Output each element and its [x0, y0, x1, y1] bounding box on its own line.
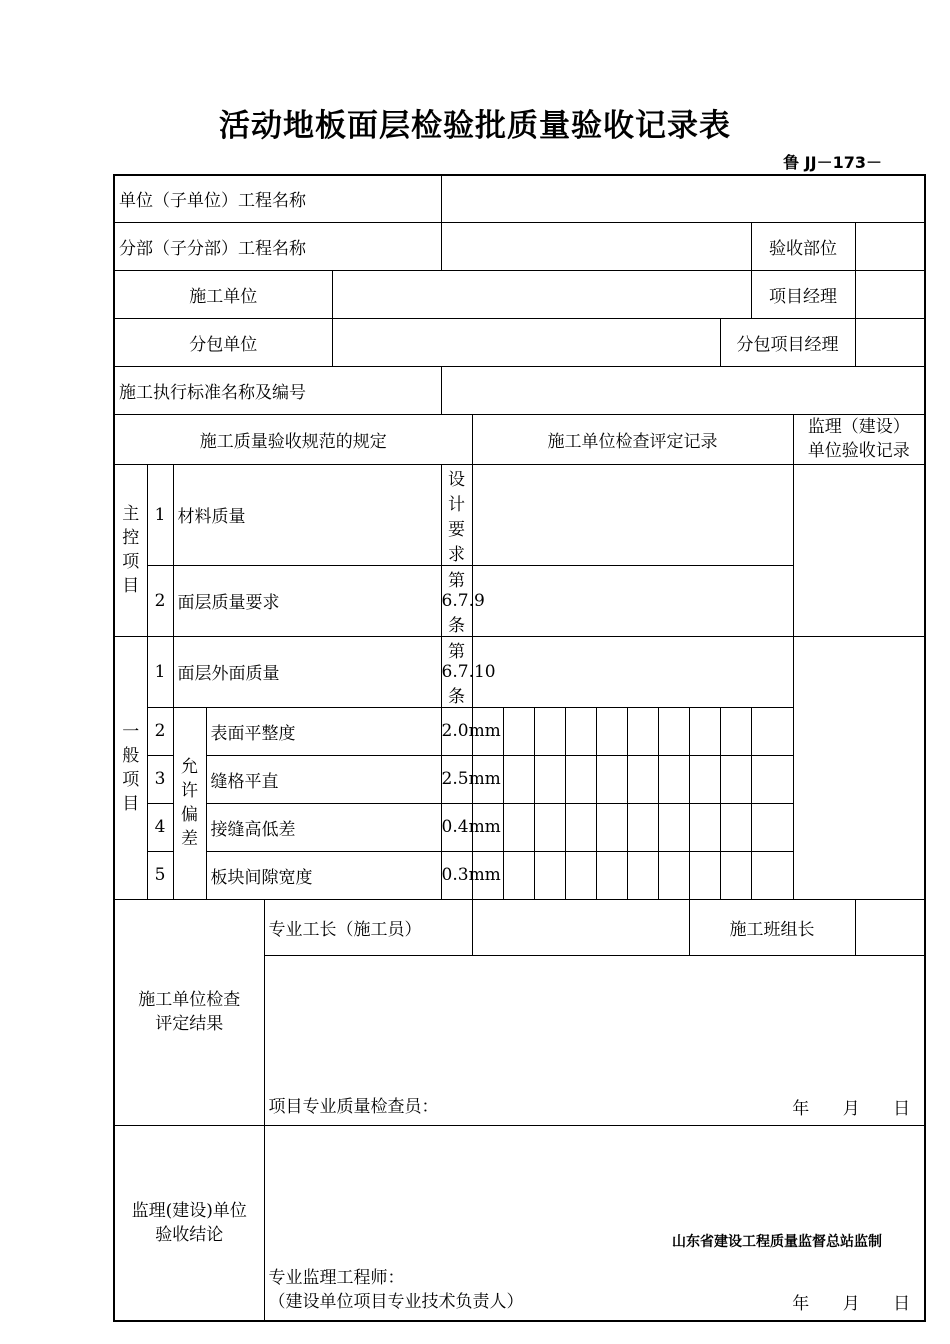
measure-cell[interactable]	[658, 851, 689, 899]
supervision-header-line1: 监理（建设）	[807, 417, 910, 437]
form-code: 鲁 JJ－173－	[783, 153, 882, 172]
tolerance-item-requirement: 0.4mm	[441, 803, 472, 851]
main-items-group-label: 主 控 项 目	[114, 464, 147, 636]
measure-cell[interactable]	[751, 851, 793, 899]
date-label: 年 月 日	[792, 1294, 911, 1314]
tech-leader-label: （建设单位项目专业技术负责人）	[268, 1292, 524, 1312]
measure-cell[interactable]	[596, 707, 627, 755]
inspector-label: 项目专业质量检查员：	[268, 1096, 439, 1117]
main-item-check-record[interactable]	[472, 464, 793, 565]
unit-project-name-value[interactable]	[441, 175, 925, 222]
measure-cell[interactable]	[503, 707, 534, 755]
main-item-requirement: 第6.7.9条	[441, 565, 472, 636]
measure-cell[interactable]	[534, 755, 565, 803]
tolerance-item-number: 2	[147, 707, 173, 755]
measure-cell[interactable]	[565, 707, 596, 755]
construction-unit-label: 施工单位	[114, 270, 332, 318]
tolerance-item-name: 表面平整度	[206, 707, 441, 755]
main-item-number: 1	[147, 464, 173, 565]
check-record-column-header: 施工单位检查评定记录	[472, 414, 793, 464]
check-result-label: 施工单位检查 评定结果	[114, 899, 264, 1125]
measure-cell[interactable]	[503, 803, 534, 851]
tolerance-item-name: 板块间隙宽度	[206, 851, 441, 899]
measure-cell[interactable]	[751, 755, 793, 803]
construction-unit-value[interactable]	[332, 270, 751, 318]
acceptance-part-label: 验收部位	[751, 222, 855, 270]
engineer-label: 专业监理工程师：	[268, 1268, 405, 1288]
measure-cell[interactable]	[720, 755, 751, 803]
measure-cell[interactable]	[565, 755, 596, 803]
measure-cell[interactable]	[689, 755, 720, 803]
measure-cell[interactable]	[534, 803, 565, 851]
subcontract-unit-label: 分包单位	[114, 318, 332, 366]
measure-cell[interactable]	[503, 851, 534, 899]
unit-project-name-label: 单位（子单位）工程名称	[114, 175, 441, 222]
measure-cell[interactable]	[596, 755, 627, 803]
tolerance-item-number: 5	[147, 851, 173, 899]
project-manager-label: 项目经理	[751, 270, 855, 318]
date-label: 年 月 日	[792, 1098, 911, 1119]
measure-cell[interactable]	[627, 803, 658, 851]
main-item-check-record[interactable]	[472, 565, 793, 636]
measure-cell[interactable]	[720, 851, 751, 899]
measure-cell[interactable]	[627, 755, 658, 803]
project-manager-value[interactable]	[855, 270, 925, 318]
document-title: 活动地板面层检验批质量验收记录表	[219, 108, 731, 144]
acceptance-record-table	[113, 174, 926, 1322]
check-result-content[interactable]	[264, 955, 925, 1125]
subcontract-unit-value[interactable]	[332, 318, 720, 366]
measure-cell[interactable]	[658, 803, 689, 851]
tolerance-item-number: 4	[147, 803, 173, 851]
measure-cell[interactable]	[596, 851, 627, 899]
foreman-label: 专业工长（施工员）	[264, 899, 472, 955]
measure-cell[interactable]	[751, 803, 793, 851]
subcontract-manager-label: 分包项目经理	[720, 318, 855, 366]
spec-column-header: 施工质量验收规范的规定	[114, 414, 472, 464]
tolerance-item-name: 缝格平直	[206, 755, 441, 803]
measure-cell[interactable]	[565, 851, 596, 899]
measure-cell[interactable]	[627, 851, 658, 899]
tolerance-item-requirement: 2.5mm	[441, 755, 472, 803]
measure-cell[interactable]	[689, 851, 720, 899]
general-item-number: 1	[147, 636, 173, 707]
tolerance-item-number: 3	[147, 755, 173, 803]
measure-cell[interactable]	[658, 707, 689, 755]
standard-value[interactable]	[441, 366, 925, 414]
measure-cell[interactable]	[751, 707, 793, 755]
sub-project-name-value[interactable]	[441, 222, 751, 270]
measure-cell[interactable]	[503, 755, 534, 803]
footer-issuer: 山东省建设工程质量监督总站监制	[672, 1234, 882, 1250]
measure-cell[interactable]	[534, 851, 565, 899]
sub-project-name-label: 分部（子分部）工程名称	[114, 222, 441, 270]
main-item-number: 2	[147, 565, 173, 636]
acceptance-part-value[interactable]	[855, 222, 925, 270]
supervision-conclusion-label: 监理(建设)单位 验收结论	[114, 1125, 264, 1321]
measure-cell[interactable]	[534, 707, 565, 755]
team-leader-label: 施工班组长	[689, 899, 855, 955]
subcontract-manager-value[interactable]	[855, 318, 925, 366]
main-item-requirement: 设计要求	[441, 464, 472, 565]
team-leader-value[interactable]	[855, 899, 925, 955]
main-item-name: 材料质量	[173, 464, 441, 565]
foreman-value[interactable]	[472, 899, 689, 955]
measure-cell[interactable]	[565, 803, 596, 851]
measure-cell[interactable]	[627, 707, 658, 755]
measure-cell[interactable]	[689, 707, 720, 755]
supervision-header-line2: 单位验收记录	[807, 441, 910, 461]
supervision-column-header	[793, 414, 925, 464]
tolerance-item-requirement: 2.0mm	[441, 707, 472, 755]
measure-cell[interactable]	[720, 803, 751, 851]
main-item-name: 面层质量要求	[173, 565, 441, 636]
general-items-group-label: 一 般 项 目	[114, 636, 147, 899]
tolerance-item-name: 接缝高低差	[206, 803, 441, 851]
measure-cell[interactable]	[658, 755, 689, 803]
measure-cell[interactable]	[596, 803, 627, 851]
supervision-conclusion-content[interactable]	[264, 1125, 925, 1321]
standard-label: 施工执行标准名称及编号	[114, 366, 441, 414]
measure-cell[interactable]	[720, 707, 751, 755]
engineer-signature-block	[269, 1266, 524, 1314]
general-items-supervision-record[interactable]	[793, 636, 925, 899]
tolerance-item-requirement: 0.3mm	[441, 851, 472, 899]
measure-cell[interactable]	[689, 803, 720, 851]
general-item-requirement: 第6.7.10条	[441, 636, 472, 707]
tolerance-group-label: 允 许 偏 差	[173, 707, 206, 899]
general-item-name: 面层外面质量	[173, 636, 441, 707]
general-item-check-record[interactable]	[472, 636, 793, 707]
main-items-supervision-record[interactable]	[793, 464, 925, 636]
